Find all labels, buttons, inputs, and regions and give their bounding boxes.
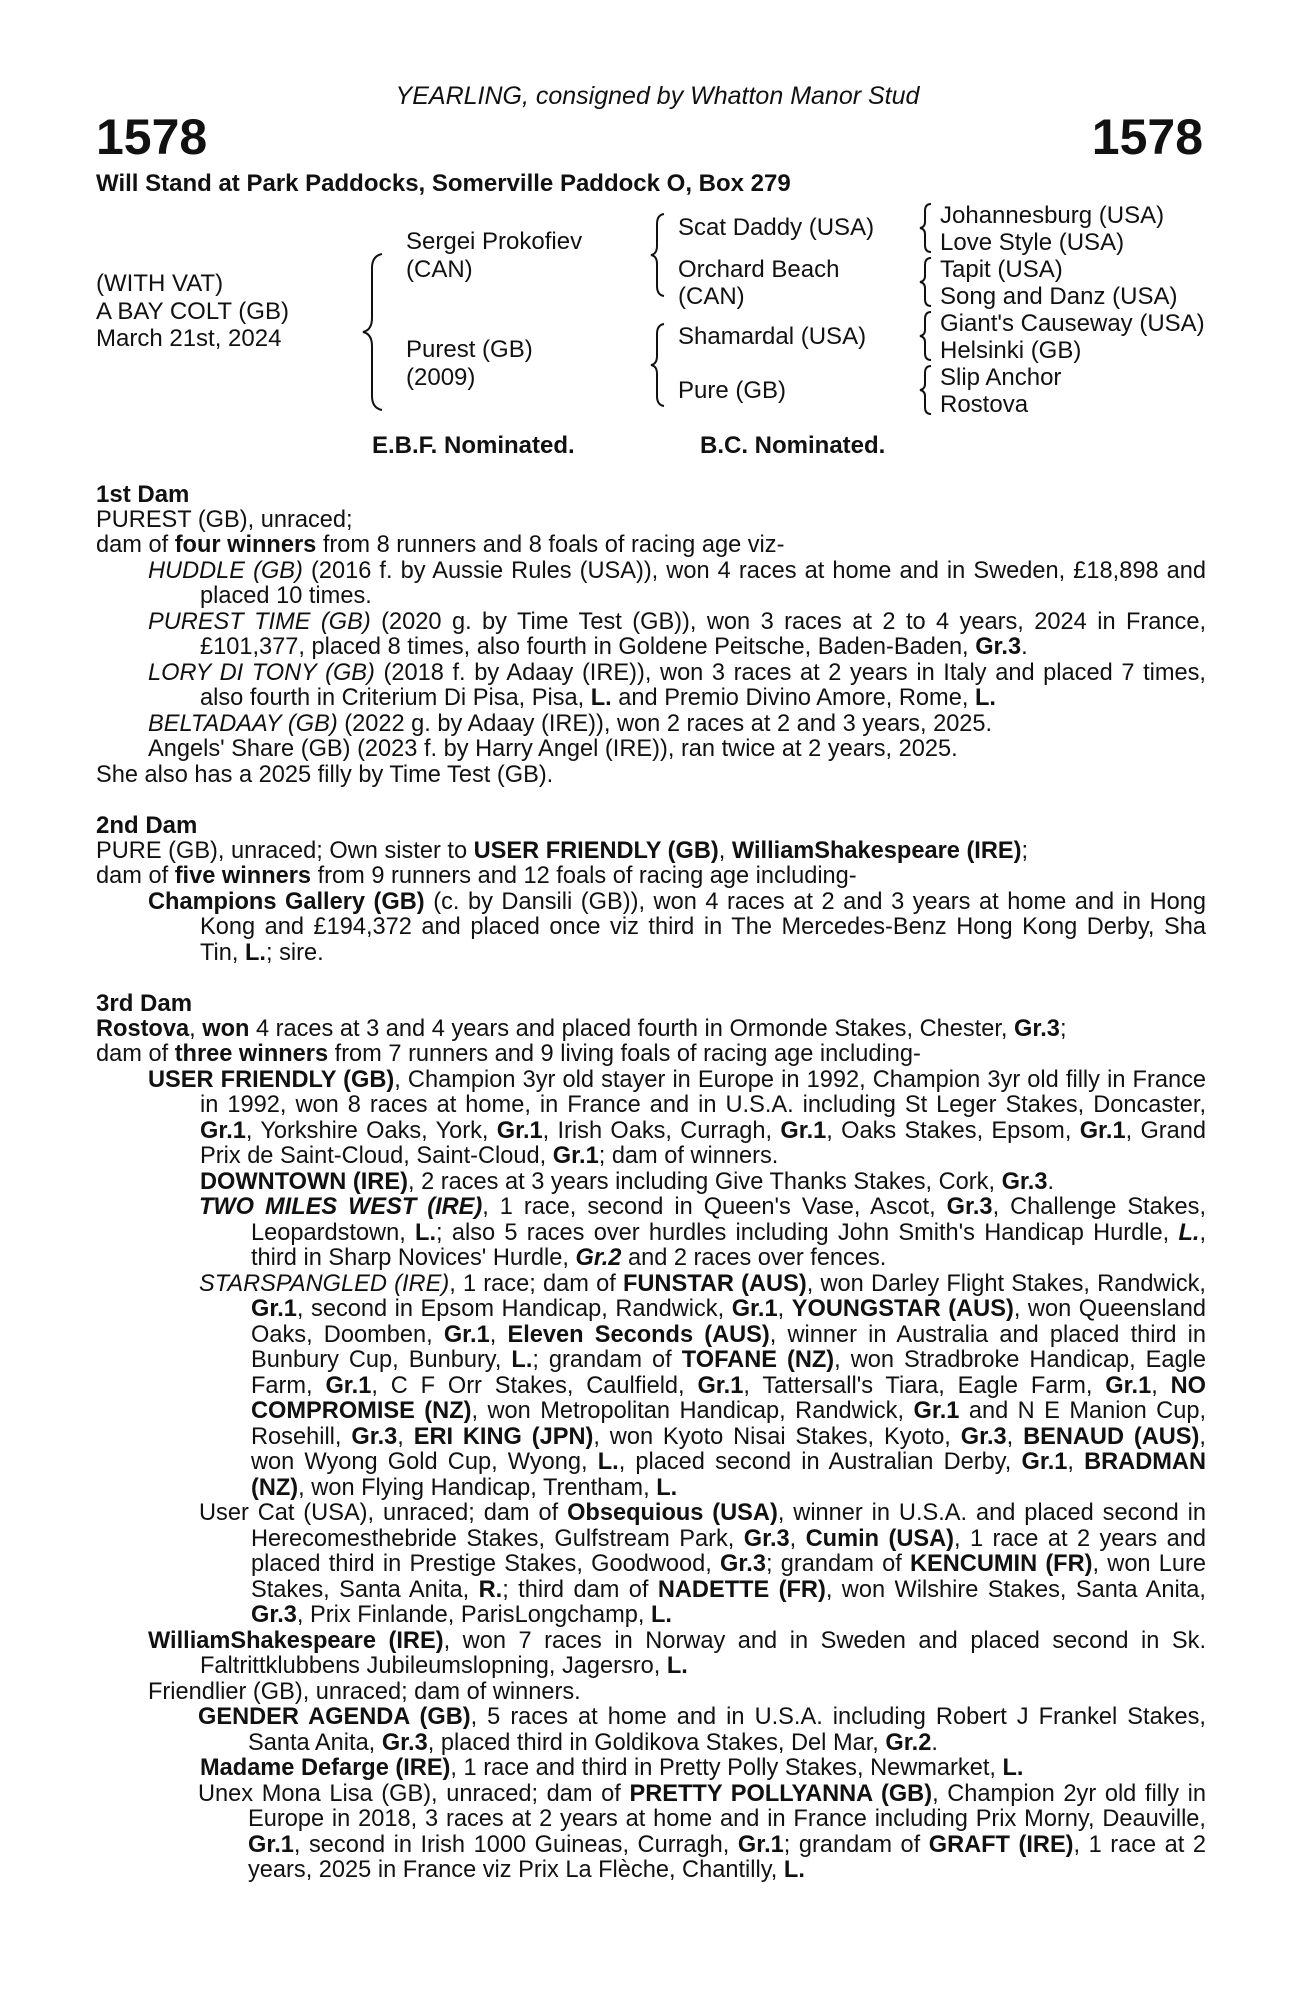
main-brace-icon xyxy=(360,252,386,412)
dd-dam: Rostova xyxy=(940,391,1029,418)
ss-brace-icon xyxy=(918,202,934,254)
progeny-beltadaay: BELTADAAY (GB) (2022 g. by Adaay (IRE)), won 2 races at 2 and 3 years, 2025. xyxy=(148,710,993,737)
progeny-madame-defarge: Madame Defarge (IRE), 1 race and third in Pretty Polly Stakes, Newmarket, L. xyxy=(200,1755,1024,1781)
dam-records xyxy=(96,482,1206,1884)
sire-dam-country: (CAN) xyxy=(678,283,745,310)
ds-sire: Giant's Causeway (USA) xyxy=(940,310,1205,337)
dam-year: (2009) xyxy=(406,364,476,391)
first-dam-section xyxy=(96,482,1206,788)
third-dam-line: Rostova, won 4 races at 3 and 4 years and placed fourth in Ormonde Stakes, Chester, Gr.3; xyxy=(96,1015,1067,1042)
sire-name: Sergei Prokofiev xyxy=(406,228,583,255)
first-dam-line: PUREST (GB), unraced; xyxy=(96,506,353,533)
progeny-two-miles-west: TWO MILES WEST (IRE), 1 race, second in Queen's Vase, Ascot, Gr.3, Challenge Stakes, Leopardstown, L.; also 5 races over hurdles including John Smith's Handicap Hurdle, L., third in Sharp Novices' Hurdle, Gr.2 and 2 races over fences. xyxy=(199,1194,1207,1271)
lot-number-right: 1578 xyxy=(1091,109,1203,165)
third-dam-summary: dam of three winners from 7 runners and 9 living foals of racing age including- xyxy=(96,1041,921,1067)
first-dam-heading: 1st Dam xyxy=(96,481,190,508)
ebf-nominated: E.B.F. Nominated. xyxy=(372,432,575,459)
dam-sire: Shamardal (USA) xyxy=(678,323,867,350)
second-dam-section xyxy=(96,813,1206,966)
ds-brace-icon xyxy=(918,310,934,362)
sire-brace-icon xyxy=(648,212,668,298)
second-dam-line: PURE (GB), unraced; Own sister to USER FRIENDLY (GB), WilliamShakespeare (IRE); xyxy=(96,837,1029,864)
consignment-line: YEARLING, consigned by Whatton Manor Stud xyxy=(395,82,920,110)
progeny-purest-time: PUREST TIME (GB) (2020 g. by Time Test (GB)), won 3 races at 2 to 4 years, 2024 in France, £101,377, placed 8 times, also fourth in Goldene Peitsche, Baden-Baden, Gr.3. xyxy=(148,608,1206,660)
progeny-friendlier: Friendlier (GB), unraced; dam of winners. xyxy=(148,1678,581,1705)
dd-brace-icon xyxy=(918,364,934,416)
stand-location: Will Stand at Park Paddocks, Somerville Paddock O, Box 279 xyxy=(96,170,791,197)
dd-sire: Slip Anchor xyxy=(940,364,1062,391)
foaling-date: March 21st, 2024 xyxy=(96,325,282,352)
sire-sire: Scat Daddy (USA) xyxy=(678,214,875,241)
dam-brace-icon xyxy=(648,322,668,408)
progeny-gender-agenda: GENDER AGENDA (GB), 5 races at home and in U.S.A. including Robert J Frankel Stakes, Santa Anita, Gr.3, placed third in Goldikova Stakes, Del Mar, Gr.2. xyxy=(198,1704,1206,1756)
ds-dam: Helsinki (GB) xyxy=(940,337,1082,364)
progeny-downtown: DOWNTOWN (IRE), 2 races at 3 years including Give Thanks Stakes, Cork, Gr.3. xyxy=(200,1168,1055,1195)
sire-country: (CAN) xyxy=(406,256,473,283)
progeny-user-friendly: USER FRIENDLY (GB), Champion 3yr old stayer in Europe in 1992, Champion 3yr old filly in France in 1992, won 8 races at home, in France and in U.S.A. including St Leger Stakes, Doncaster, Gr.1, Yorkshire Oaks, York, Gr.1, Irish Oaks, Curragh, Gr.1, Oaks Stakes, Epsom, Gr.1, Grand Prix de Saint-Cloud, Saint-Cloud, Gr.1; dam of winners. xyxy=(148,1066,1207,1169)
progeny-williamshakespeare: WilliamShakespeare (IRE), won 7 races in Norway and in Sweden and placed second in Sk. Faltrittklubbens Jubileumslopning, Jagersro, L. xyxy=(148,1627,1206,1679)
lot-number-left: 1578 xyxy=(96,109,208,165)
progeny-champions-gallery: Champions Gallery (GB) (c. by Dansili (GB)), won 4 races at 2 and 3 years at home and in Hong Kong and £194,372 and placed once viz third in The Mercedes-Benz Hong Kong Derby, Sha Tin, L.; sire. xyxy=(148,888,1206,966)
third-dam-heading: 3rd Dam xyxy=(96,990,193,1017)
dam-dam: Pure (GB) xyxy=(678,377,787,404)
sd-dam: Song and Danz (USA) xyxy=(940,283,1178,310)
progeny-lory-di-tony: LORY DI TONY (GB) (2018 f. by Adaay (IRE)), won 3 races at 2 years in Italy and placed 7 times, also fourth in Criterium Di Pisa, Pisa, L. and Premio Divino Amore, Rome, L. xyxy=(148,659,1206,711)
second-dam-heading: 2nd Dam xyxy=(96,812,198,839)
sd-brace-icon xyxy=(918,256,934,308)
first-dam-summary: dam of four winners from 8 runners and 8 foals of racing age viz- xyxy=(96,532,785,558)
horse-name: A BAY COLT (GB) xyxy=(96,298,289,325)
progeny-unex-mona-lisa: Unex Mona Lisa (GB), unraced; dam of PRETTY POLLYANNA (GB), Champion 2yr old filly in Europe in 2018, 3 races at 2 years at home and in France including Prix Morny, Deauville, Gr.1, second in Irish 1000 Guineas, Curragh, Gr.1; grandam of GRAFT (IRE), 1 race at 2 years, 2025 in France viz Prix La Flèche, Chantilly, L. xyxy=(198,1780,1207,1883)
ss-sire: Johannesburg (USA) xyxy=(940,202,1165,229)
sire-dam: Orchard Beach xyxy=(678,256,840,283)
progeny-user-cat: User Cat (USA), unraced; dam of Obsequious (USA), winner in U.S.A. and placed second in Herecomesthebride Stakes, Gulfstream Park, Gr.3, Cumin (USA), 1 race at 2 years and placed third in Prestige Stakes, Goodwood, Gr.3; grandam of KENCUMIN (FR), won Lure Stakes, Santa Anita, R.; third dam of NADETTE (FR), won Wilshire Stakes, Santa Anita, Gr.3, Prix Finlande, ParisLongchamp, L. xyxy=(199,1500,1207,1628)
progeny-2025-filly: She also has a 2025 filly by Time Test (GB). xyxy=(96,761,554,788)
progeny-huddle: HUDDLE (GB) (2016 f. by Aussie Rules (USA)), won 4 races at home and in Sweden, £18,898 and placed 10 times. xyxy=(148,557,1207,609)
progeny-starspangled: STARSPANGLED (IRE), 1 race; dam of FUNSTAR (AUS), won Darley Flight Stakes, Randwick, Gr.1, second in Epsom Handicap, Randwick, Gr.1, YOUNGSTAR (AUS), won Queensland Oaks, Doomben, Gr.1, Eleven Seconds (AUS), winner in Australia and placed third in Bunbury Cup, Bunbury, L.; grandam of TOFANE (NZ), won Stradbroke Handicap, Eagle Farm, Gr.1, C F Orr Stakes, Caulfield, Gr.1, Tattersall's Tiara, Eagle Farm, Gr.1, NO COMPROMISE (NZ), won Metropolitan Handicap, Randwick, Gr.1 and N E Manion Cup, Rosehill, Gr.3, ERI KING (JPN), won Kyoto Nisai Stakes, Kyoto, Gr.3, BENAUD (AUS), won Wyong Gold Cup, Wyong, L., placed second in Australian Derby, Gr.1, BRADMAN (NZ), won Flying Handicap, Trentham, L. xyxy=(199,1270,1207,1501)
third-dam-section xyxy=(96,991,1206,1884)
progeny-angels-share: Angels' Share (GB) (2023 f. by Harry Angel (IRE)), ran twice at 2 years, 2025. xyxy=(148,736,958,762)
second-dam-summary: dam of five winners from 9 runners and 12 foals of racing age including- xyxy=(96,863,857,889)
dam-name: Purest (GB) xyxy=(406,336,533,363)
sd-sire: Tapit (USA) xyxy=(940,256,1063,283)
bc-nominated: B.C. Nominated. xyxy=(700,432,886,459)
ss-dam: Love Style (USA) xyxy=(940,229,1125,256)
vat-note: (WITH VAT) xyxy=(96,270,224,297)
